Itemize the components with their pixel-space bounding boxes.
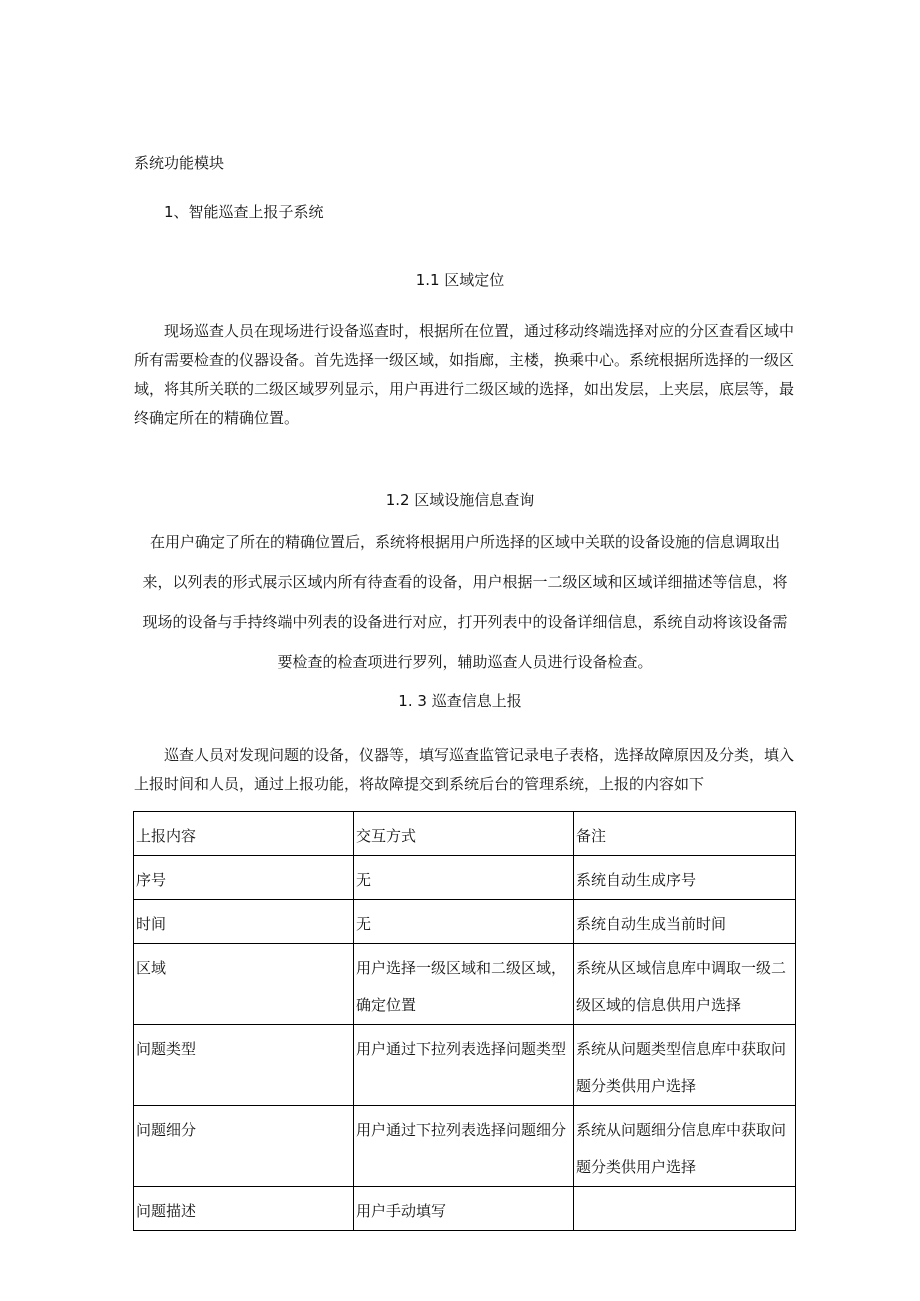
section-1-3-title: 1. 3 巡查信息上报 (398, 692, 522, 710)
section-1-3-body (134, 741, 796, 799)
table-row (134, 900, 796, 944)
section-1-1-text: 现场巡查人员在现场进行设备巡查时，根据所在位置，通过移动终端选择对应的分区查看区域中所有需要检查的仪器设备。首先选择一级区域，如指廊，主楼，换乘中心。系统根据所选择的一级区域，将其所关联的二级区域罗列显示，用户再进行二级区域的选择，如出发层，上夹层，底层等，最终确定所在的精确位置。 (134, 322, 795, 427)
table-cell: 无 (354, 900, 574, 944)
table-header-cell: 上报内容 (134, 812, 354, 856)
table-row (134, 1106, 796, 1187)
table-cell: 系统自动生成序号 (574, 856, 796, 900)
table-cell: 系统从区域信息库中调取一级二级区域的信息供用户选择 (574, 944, 796, 1025)
section-1-2-body (134, 522, 796, 682)
table-cell: 用户通过下拉列表选择问题细分 (354, 1106, 574, 1187)
table-cell: 系统从问题类型信息库中获取问题分类供用户选择 (574, 1025, 796, 1106)
table-cell: 问题类型 (134, 1025, 354, 1106)
section-1-2-line: 在用户确定了所在的精确位置后，系统将根据用户所选择的区域中关联的设备设施的信息调取出 (149, 533, 780, 551)
table-header-row (134, 812, 796, 856)
section-1-3-text: 巡查人员对发现问题的设备，仪器等，填写巡查监管记录电子表格，选择故障原因及分类，填入上报时间和人员，通过上报功能，将故障提交到系统后台的管理系统，上报的内容如下 (134, 746, 795, 793)
table-cell: 区域 (134, 944, 354, 1025)
report-content-table (133, 811, 796, 1231)
table-header-cell: 备注 (574, 812, 796, 856)
table-cell: 问题细分 (134, 1106, 354, 1187)
table-row (134, 1187, 796, 1231)
table-cell: 用户选择一级区域和二级区域，确定位置 (354, 944, 574, 1025)
table-header-cell: 交互方式 (354, 812, 574, 856)
table-cell: 系统自动生成当前时间 (574, 900, 796, 944)
table-row (134, 944, 796, 1025)
table-cell: 时间 (134, 900, 354, 944)
section-1-1-title: 1.1 区域定位 (415, 271, 505, 289)
table-cell: 序号 (134, 856, 354, 900)
table-cell: 无 (354, 856, 574, 900)
section-1-2-title: 1.2 区域设施信息查询 (385, 491, 535, 509)
section-heading: 系统功能模块 (134, 154, 225, 172)
table-cell: 用户通过下拉列表选择问题类型 (354, 1025, 574, 1106)
table-cell (574, 1187, 796, 1231)
section-1-1-body (134, 317, 796, 433)
table-cell: 问题描述 (134, 1187, 354, 1231)
table-cell: 用户手动填写 (354, 1187, 574, 1231)
table-cell: 系统从问题细分信息库中获取问题分类供用户选择 (574, 1106, 796, 1187)
section-1-2-line: 要检查的检查项进行罗列，辅助巡查人员进行设备检查。 (277, 653, 653, 671)
section-1-2-line: 来，以列表的形式展示区域内所有待查看的设备，用户根据一二级区域和区域详细描述等信息，将 (142, 573, 788, 591)
table-row (134, 856, 796, 900)
section-1-2-line: 现场的设备与手持终端中列表的设备进行对应，打开列表中的设备详细信息，系统自动将该设备需 (142, 613, 788, 631)
subsystem-title: 1、智能巡查上报子系统 (164, 203, 324, 221)
table-row (134, 1025, 796, 1106)
